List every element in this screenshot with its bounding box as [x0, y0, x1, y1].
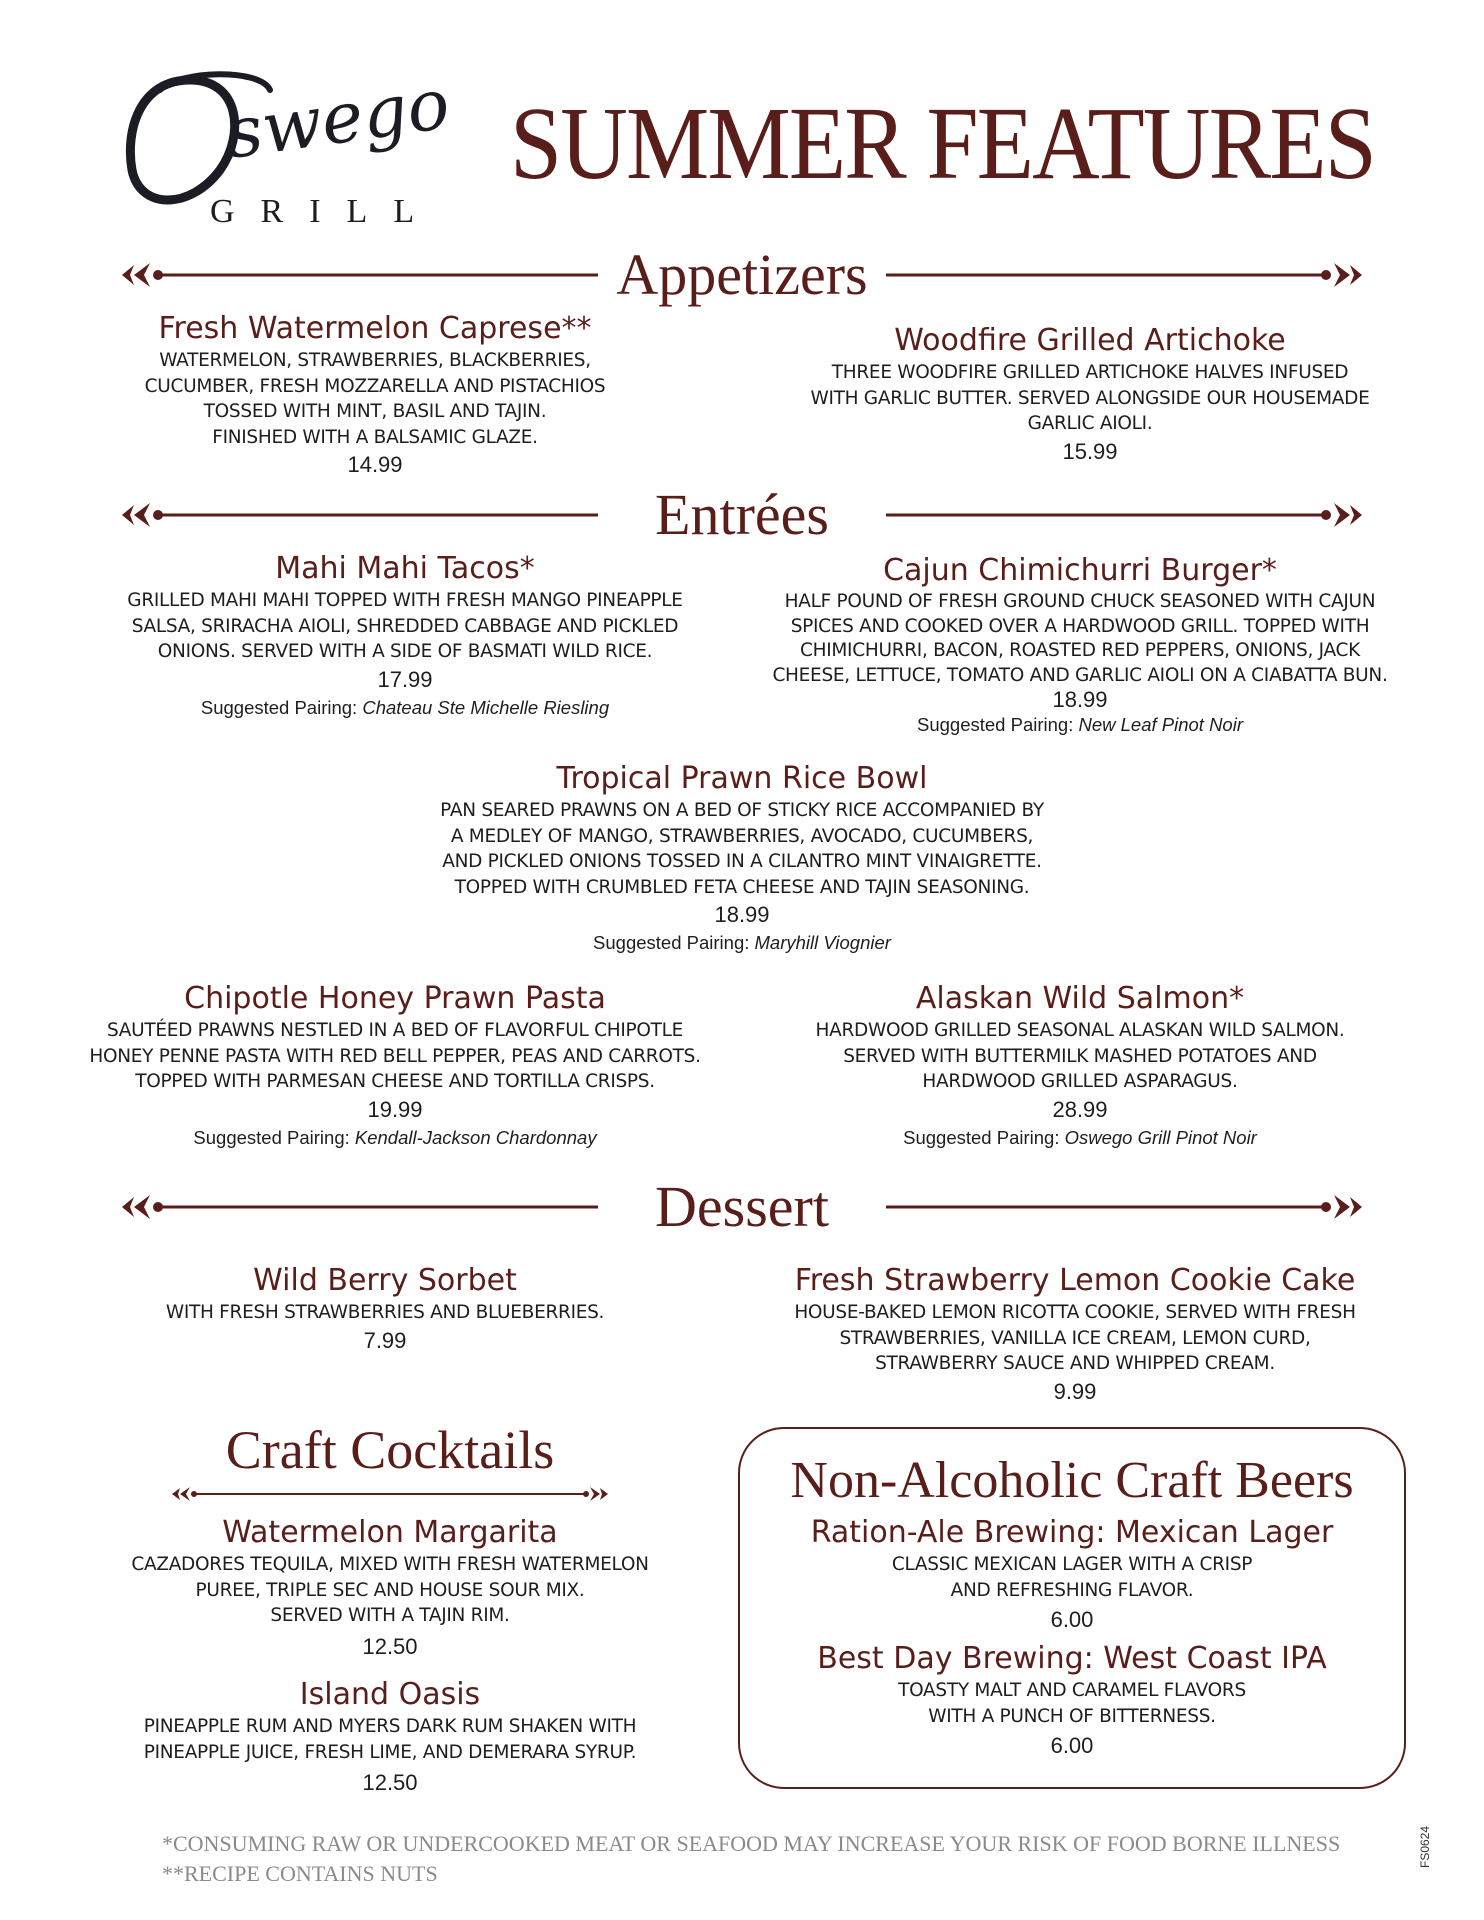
pairing-wine: New Leaf Pinot Noir [1078, 714, 1243, 735]
dessert-title: Dessert [655, 1174, 829, 1239]
svg-text:GRILL: GRILL [210, 193, 441, 230]
item-name: Island Oasis [299, 1677, 481, 1712]
item-description: WATERMELON, STRAWBERRIES, BLACKBERRIES, CUCUMBER, FRESH MOZZARELLA AND PISTACHIOS TOSSED WITH MINT, BASIL AND TAJIN. FINISHED WITH A BALSAMIC GLAZE. [144, 350, 606, 448]
item-price: 15.99 [1062, 438, 1118, 464]
form-code: FS0624 [1418, 1825, 1432, 1868]
item-description: SAUTÉED PRAWNS NESTLED IN A BED OF FLAVORFUL CHIPOTLE HONEY PENNE PASTA WITH RED BELL PEPPER, PEAS AND CARROTS. TOPPED WITH PARMESAN CHEESE AND TORTILLA CRISPS. [89, 1020, 701, 1092]
menu-item [760, 1640, 1384, 1763]
item-price: 6.00 [1050, 1607, 1094, 1632]
item-name: Cajun Chimichurri Burger* [883, 553, 1277, 588]
footnote-nuts: **RECIPE CONTAINS NUTS [162, 1861, 438, 1886]
appetizers-title: Appetizers [616, 242, 868, 307]
item-price: 12.50 [362, 1633, 418, 1659]
item-name: Ration-Ale Brewing: Mexican Lager [810, 1515, 1334, 1550]
item-name: Mahi Mahi Tacos* [275, 551, 535, 586]
item-price: 7.99 [363, 1327, 407, 1353]
pairing-wine: Chateau Ste Michelle Riesling [362, 696, 610, 718]
menu-item [70, 980, 720, 1151]
item-description: THREE WOODFIRE GRILLED ARTICHOKE HALVES INFUSED WITH GARLIC BUTTER. SERVED ALONGSIDE OUR HOUSEMADE GARLIC AIOLI. [810, 362, 1370, 434]
oswego-grill-logo [120, 60, 480, 230]
menu-item [400, 760, 1084, 956]
menu-item [755, 552, 1405, 738]
item-description: HARDWOOD GRILLED SEASONAL ALASKAN WILD SALMON. SERVED WITH BUTTERMILK MASHED POTATOES AND HARDWOOD GRILLED ASPARAGUS. [815, 1020, 1345, 1092]
divider-ornament-right [884, 1192, 1364, 1222]
menu-item [130, 1262, 640, 1356]
menu-item [790, 322, 1390, 467]
menu-item [110, 1676, 670, 1801]
item-price: 9.99 [1053, 1378, 1097, 1404]
pairing-label: Suggested Pairing: [200, 696, 363, 718]
pairing-label: Suggested Pairing: [593, 932, 755, 953]
menu-item [100, 550, 710, 721]
item-name: Alaskan Wild Salmon* [915, 981, 1245, 1016]
pairing-label: Suggested Pairing: [193, 1126, 355, 1148]
item-description: HOUSE-BAKED LEMON RICOTTA COOKIE, SERVED WITH FRESH STRAWBERRIES, VANILLA ICE CREAM, LEMON CURD, STRAWBERRY SAUCE AND WHIPPED CREAM. [794, 1302, 1356, 1374]
item-description: HALF POUND OF FRESH GROUND CHUCK SEASONED WITH CAJUN SPICES AND COOKED OVER A HARDWOOD GRILL. TOPPED WITH CHIMICHURRI, BACON, ROASTED RED PEPPERS, ONIONS, JACK CHEESE, LETTUCE, TOMATO AND GARLIC AIOLI ON A CIABATTA BUN. [772, 591, 1388, 686]
item-price: 12.50 [362, 1770, 418, 1795]
pairing-label: Suggested Pairing: [917, 714, 1079, 735]
item-description: TOASTY MALT AND CARAMEL FLAVORS WITH A PUNCH OF BITTERNESS. [898, 1680, 1246, 1727]
item-price: 19.99 [367, 1096, 423, 1122]
item-name: Best Day Brewing: West Coast IPA [817, 1641, 1327, 1676]
cocktails-title: Craft Cocktails [225, 1420, 555, 1480]
item-price: 28.99 [1052, 1096, 1108, 1122]
item-price: 6.00 [1050, 1733, 1094, 1758]
suggested-pairing [400, 930, 1084, 956]
item-description: GRILLED MAHI MAHI TOPPED WITH FRESH MANGO PINEAPPLE SALSA, SRIRACHA AIOLI, SHREDDED CABBAGE AND PICKLED ONIONS. SERVED WITH A SIDE OF BASMATI WILD RICE. [127, 590, 683, 662]
suggested-pairing [100, 695, 710, 721]
menu-item [110, 310, 640, 480]
item-name: Fresh Watermelon Caprese** [158, 311, 592, 346]
pairing-label: Suggested Pairing: [903, 1126, 1065, 1148]
appetizers-header [120, 240, 1364, 310]
menu-item [770, 1262, 1380, 1407]
divider-ornament-right [884, 260, 1364, 290]
page-title: SUMMER FEATURES [510, 86, 1375, 201]
item-price: 17.99 [377, 666, 433, 692]
pairing-wine: Kendall-Jackson Chardonnay [354, 1126, 597, 1148]
menu-item [110, 1514, 670, 1665]
pairing-wine: Oswego Grill Pinot Noir [1064, 1126, 1257, 1148]
item-name: Watermelon Margarita [222, 1515, 558, 1550]
dessert-header [120, 1172, 1364, 1242]
divider-ornament-right [884, 500, 1364, 530]
item-description: PINEAPPLE RUM AND MYERS DARK RUM SHAKEN WITH PINEAPPLE JUICE, FRESH LIME, AND DEMERARA SYRUP. [143, 1716, 637, 1763]
item-description: CLASSIC MEXICAN LAGER WITH A CRISP AND REFRESHING FLAVOR. [891, 1554, 1253, 1601]
item-description: CAZADORES TEQUILA, MIXED WITH FRESH WATERMELON PUREE, TRIPLE SEC AND HOUSE SOUR MIX. SERVED WITH A TAJIN RIM. [131, 1554, 649, 1626]
cocktails-divider [170, 1484, 610, 1504]
item-price: 18.99 [714, 902, 770, 927]
item-description: WITH FRESH STRAWBERRIES AND BLUEBERRIES. [165, 1302, 605, 1323]
pairing-wine: Maryhill Viognier [754, 932, 891, 953]
item-price: 14.99 [347, 452, 403, 477]
menu-item [790, 980, 1370, 1151]
item-name: Wild Berry Sorbet [253, 1263, 517, 1298]
item-name: Fresh Strawberry Lemon Cookie Cake [794, 1263, 1356, 1298]
footnotes [162, 1829, 1362, 1889]
menu-item [760, 1514, 1384, 1637]
suggested-pairing [790, 1125, 1370, 1151]
svg-text:swego: swego [220, 62, 455, 175]
item-price: 18.99 [1052, 687, 1108, 712]
item-description: PAN SEARED PRAWNS ON A BED OF STICKY RICE ACCOMPANIED BY A MEDLEY OF MANGO, STRAWBERRIES, AVOCADO, CUCUMBERS, AND PICKLED ONIONS TOSSED IN A CILANTRO MINT VINAIGRETTE. TOPPED WITH CRUMBLED FETA CHEESE AND TAJIN SEASONING. [440, 800, 1044, 898]
entrees-header [120, 480, 1364, 550]
item-name: Chipotle Honey Prawn Pasta [184, 981, 606, 1016]
item-name: Tropical Prawn Rice Bowl [556, 761, 928, 796]
entrees-title: Entrées [655, 482, 829, 547]
suggested-pairing [755, 712, 1405, 738]
item-name: Woodfire Grilled Artichoke [894, 323, 1286, 358]
non-alcoholic-title: Non-Alcoholic Craft Beers [790, 1452, 1354, 1509]
footnote-raw-meat: *CONSUMING RAW OR UNDERCOOKED MEAT OR SEAFOOD MAY INCREASE YOUR RISK OF FOOD BORNE ILLNESS [162, 1831, 1341, 1856]
suggested-pairing [70, 1125, 720, 1151]
